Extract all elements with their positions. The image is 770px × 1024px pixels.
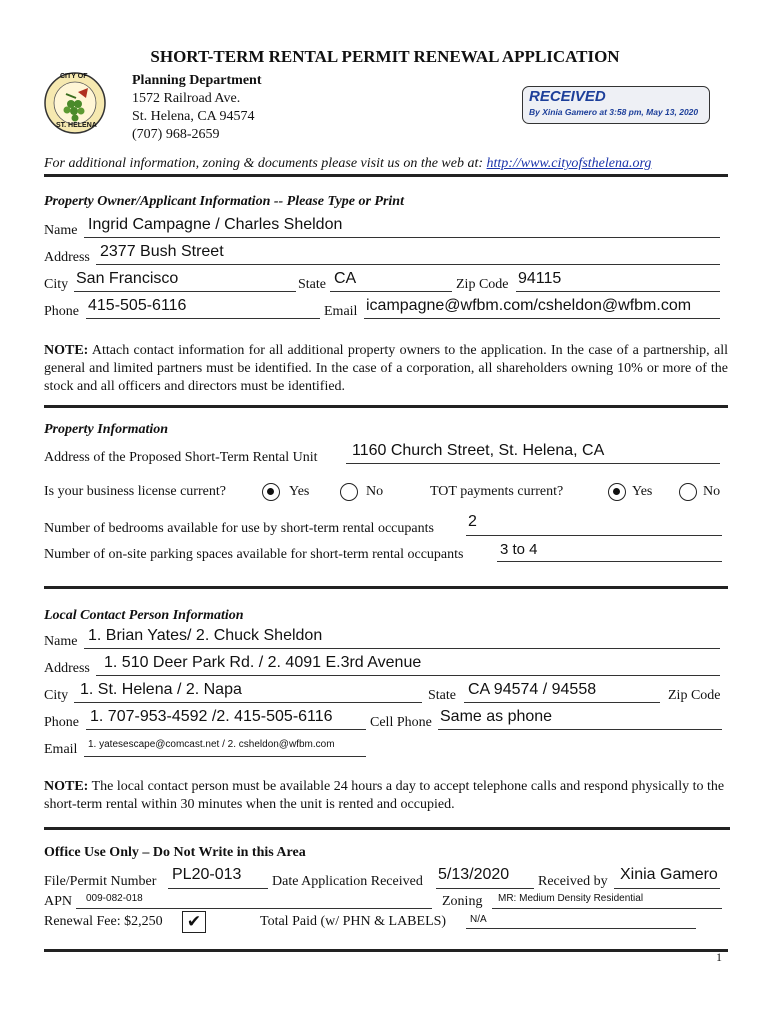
owner-zip-line: [516, 291, 720, 292]
owner-zip-field[interactable]: 94115: [518, 270, 562, 287]
tot-no-radio[interactable]: [679, 483, 697, 501]
owner-zip-label: Zip Code: [456, 277, 509, 292]
parking-field[interactable]: 3 to 4: [500, 541, 538, 558]
owner-address-line: [96, 264, 720, 265]
contact-city-field[interactable]: 1. St. Helena / 2. Napa: [80, 681, 242, 698]
tot-yes-radio[interactable]: [608, 483, 626, 501]
note-text: Attach contact information for all additional property owners to the application. In the case of a partnership, all general and limited partners must be identified. In the case of a corporation, all shareholders owning 10% or more of the stock and all officers and directors must be identified.: [44, 343, 728, 394]
department-phone: (707) 968-2659: [132, 127, 220, 142]
contact-phone-label: Phone: [44, 715, 79, 730]
zoning-field[interactable]: MR: Medium Density Residential: [498, 893, 644, 904]
contact-address-label: Address: [44, 661, 90, 676]
license-no-radio[interactable]: [340, 483, 358, 501]
divider: [44, 405, 728, 408]
seal-text-bottom: ST. HELENA: [56, 122, 97, 129]
date-received-field[interactable]: 5/13/2020: [438, 866, 510, 883]
owner-note: [44, 342, 728, 396]
contact-cell-label: Cell Phone: [370, 715, 432, 730]
contact-name-field[interactable]: 1. Brian Yates/ 2. Chuck Sheldon: [88, 627, 323, 644]
total-paid-line: [466, 928, 696, 929]
received-by-label: Received by: [538, 874, 608, 889]
contact-phone-line: [86, 729, 366, 730]
license-yes-radio[interactable]: [262, 483, 280, 501]
info-line: [44, 156, 651, 172]
bedrooms-line: [466, 535, 722, 536]
seal-text-top: CITY OF: [60, 73, 88, 80]
owner-name-label: Name: [44, 223, 78, 238]
owner-email-field[interactable]: icampagne@wfbm.com/csheldon@wfbm.com: [366, 297, 692, 314]
owner-email-label: Email: [324, 304, 358, 319]
contact-name-line: [84, 648, 720, 649]
fee-paid-checkbox[interactable]: [182, 911, 206, 933]
owner-address-label: Address: [44, 250, 90, 265]
file-permit-field[interactable]: PL20-013: [172, 866, 242, 883]
apn-field[interactable]: 009-082-018: [86, 893, 143, 904]
received-stamp: [522, 86, 710, 124]
license-question: Is your business license current?: [44, 484, 226, 499]
owner-phone-label: Phone: [44, 304, 79, 319]
contact-email-label: Email: [44, 742, 78, 757]
website-link[interactable]: http://www.cityofsthelena.org: [486, 156, 652, 171]
received-stamp-label: RECEIVED: [529, 88, 606, 105]
renewal-fee-label: Renewal Fee: $2,250: [44, 914, 163, 929]
owner-city-label: City: [44, 277, 69, 292]
file-permit-label: File/Permit Number: [44, 874, 157, 889]
zoning-line: [492, 908, 722, 909]
license-no-label: No: [366, 484, 384, 499]
owner-phone-line: [86, 318, 320, 319]
owner-city-line: [74, 291, 296, 292]
contact-city-line: [74, 702, 422, 703]
parking-label: Number of on-site parking spaces available for short-term rental occupants: [44, 547, 464, 562]
zoning-label: Zoning: [442, 894, 483, 909]
checkmark-icon: ✔: [186, 912, 202, 932]
property-address-line: [346, 463, 720, 464]
property-section-heading: Property Information: [44, 422, 169, 437]
contact-address-line: [96, 675, 720, 676]
parking-line: [497, 561, 722, 562]
owner-section-heading: Property Owner/Applicant Information -- Please Type or Print: [44, 194, 404, 209]
department-address-2: St. Helena, CA 94574: [132, 109, 255, 124]
bedrooms-field[interactable]: 2: [468, 513, 477, 530]
page-title: SHORT-TERM RENTAL PERMIT RENEWAL APPLICATION: [150, 47, 620, 66]
bedrooms-label: Number of bedrooms available for use by short-term rental occupants: [44, 521, 434, 536]
contact-state-field[interactable]: CA 94574 / 94558: [468, 681, 597, 698]
tot-question: TOT payments current?: [430, 484, 564, 499]
property-address-field[interactable]: 1160 Church Street, St. Helena, CA: [352, 442, 605, 459]
contact-state-line: [464, 702, 660, 703]
owner-state-field[interactable]: CA: [334, 270, 357, 287]
contact-city-label: City: [44, 688, 69, 703]
owner-address-field[interactable]: 2377 Bush Street: [100, 243, 224, 260]
owner-state-label: State: [298, 277, 326, 292]
received-by-field[interactable]: Xinia Gamero: [620, 866, 718, 883]
tot-no-label: No: [703, 484, 721, 499]
city-seal-logo: [44, 70, 106, 136]
owner-name-field[interactable]: Ingrid Campagne / Charles Sheldon: [88, 216, 343, 233]
owner-state-line: [330, 291, 452, 292]
divider: [44, 586, 728, 589]
note-text: The local contact person must be available 24 hours a day to accept telephone calls and respond physically to the short-term rental within 30 minutes when the unit is rented and occupied.: [44, 779, 725, 812]
date-received-label: Date Application Received: [272, 874, 423, 889]
received-by-line: [614, 888, 720, 889]
apn-line: [76, 908, 432, 909]
department-name: Planning Department: [132, 73, 262, 88]
license-yes-label: Yes: [289, 484, 310, 499]
office-section-heading: Office Use Only – Do Not Write in this Area: [44, 845, 306, 860]
contact-address-field[interactable]: 1. 510 Deer Park Rd. / 2. 4091 E.3rd Avenue: [104, 654, 422, 671]
department-address-1: 1572 Railroad Ave.: [132, 91, 241, 106]
date-received-line: [436, 888, 534, 889]
owner-city-field[interactable]: San Francisco: [76, 270, 179, 287]
page-number: 1: [716, 950, 722, 964]
contact-phone-field[interactable]: 1. 707-953-4592 /2. 415-505-6116: [90, 708, 333, 725]
owner-phone-field[interactable]: 415-505-6116: [88, 297, 187, 314]
contact-state-label: State: [428, 688, 456, 703]
info-text: For additional information, zoning & documents please visit us on the web at:: [44, 156, 484, 171]
contact-email-line: [84, 756, 366, 757]
contact-name-label: Name: [44, 634, 78, 649]
owner-name-line: [84, 237, 720, 238]
note-bold: NOTE:: [44, 343, 89, 358]
note-bold: NOTE:: [44, 779, 89, 794]
property-address-label: Address of the Proposed Short-Term Rental Unit: [44, 450, 318, 465]
apn-label: APN: [44, 894, 73, 909]
contact-cell-field[interactable]: Same as phone: [440, 708, 553, 725]
divider: [44, 174, 728, 177]
total-paid-field[interactable]: N/A: [470, 914, 487, 925]
divider: [44, 827, 730, 830]
contact-cell-line: [438, 729, 722, 730]
total-paid-label: Total Paid (w/ PHN & LABELS): [260, 914, 447, 929]
tot-yes-label: Yes: [632, 484, 653, 499]
received-stamp-by: By Xinia Gamero at 3:58 pm, May 13, 2020: [529, 107, 699, 117]
contact-note: [44, 778, 728, 814]
divider: [44, 949, 728, 952]
contact-section-heading: Local Contact Person Information: [44, 608, 244, 623]
file-permit-line: [168, 888, 268, 889]
owner-email-line: [364, 318, 720, 319]
contact-email-field[interactable]: 1. yatesescape@comcast.net / 2. csheldon@wfbm.com: [88, 739, 335, 750]
contact-zip-label: Zip Code: [668, 688, 721, 703]
